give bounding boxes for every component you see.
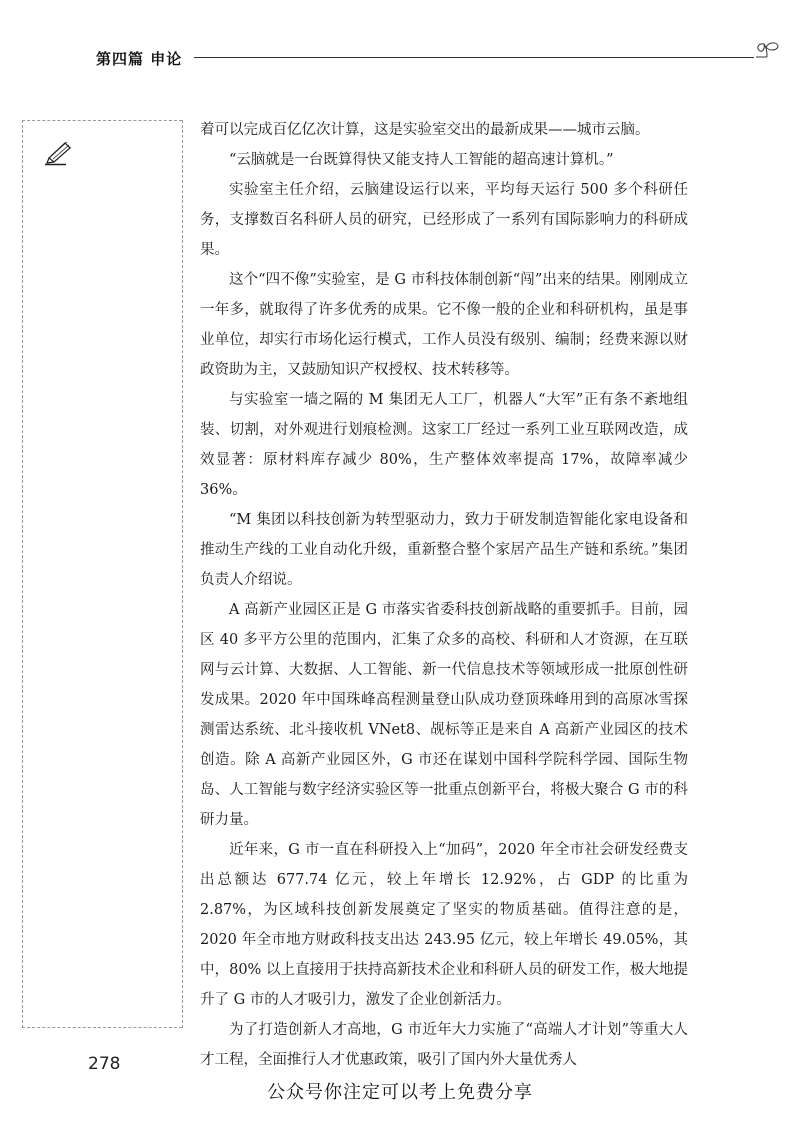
notes-margin: [22, 120, 182, 1028]
paragraph: 着可以完成百亿亿次计算，这是实验室交出的最新成果——城市云脑。: [200, 122, 650, 138]
paragraph: “M 集团以科技创新为转型驱动力，致力于研发制造智能化家电设备和推动生产线的工业自动化升级，重新整合整个家居产品生产链和系统。”集团负责人介绍说。: [200, 512, 688, 588]
page-header: [96, 40, 716, 80]
sprout-icon: [752, 40, 784, 68]
body-text: [200, 115, 688, 1075]
footer-note: 公众号你注定可以考上免费分享: [267, 1082, 533, 1103]
page-number: 278: [88, 1054, 121, 1074]
paragraph: 为了打造创新人才高地，G 市近年大力实施了“高端人才计划”等重大人才工程，全面推行人才优惠政策，吸引了国内外大量优秀人: [200, 1022, 688, 1068]
section-title: 第四篇 申论: [96, 50, 183, 68]
margin-divider: [182, 120, 183, 1028]
paragraph: 与实验室一墙之隔的 M 集团无人工厂，机器人“大军”正有条不紊地组装、切割，对外观进行划痕检测。这家工厂经过一系列工业互联网改造，成效显著：原材料库存减少 80%，生产整体效率提高 17%，故障率减少 36%。: [200, 392, 688, 498]
paragraph: “云脑就是一台既算得快又能支持人工智能的超高速计算机。”: [229, 152, 614, 168]
paragraph: 这个“四不像”实验室，是 G 市科技体制创新“闯”出来的结果。刚刚成立一年多，就取得了许多优秀的成果。它不像一般的企业和科研机构，虽是事业单位，却实行市场化运行模式，工作人员没有级别、编制；经费来源以财政资助为主，又鼓励知识产权授权、技术转移等。: [200, 272, 688, 378]
paragraph: 实验室主任介绍，云脑建设运行以来，平均每天运行 500 多个科研任务，支撑数百名科研人员的研究，已经形成了一系列有国际影响力的科研成果。: [200, 182, 688, 258]
paragraph: A 高新产业园区正是 G 市落实省委科技创新战略的重要抓手。目前，园区 40 多平方公里的范围内，汇集了众多的高校、科研和人才资源，在互联网与云计算、大数据、人工智能、新一代信息技术等领域形成一批原创性研发成果。2020 年中国珠峰高程测量登山队成功登顶珠峰用到的高原冰雪探测雷达系统、北斗接收机 VNet8、觇标等正是来自 A 高新产业园区的技术创造。除 A 高新产业园区外，G 市还在谋划中国科学院科学园、国际生物岛、人工智能与数字经济实验区等一批重点创新平台，将极大聚合 G 市的科研力量。: [200, 602, 688, 828]
pencil-icon: [44, 140, 74, 166]
header-rule: [194, 57, 754, 58]
paragraph: 近年来，G 市一直在科研投入上“加码”，2020 年全市社会研发经费支出总额达 677.74 亿元，较上年增长 12.92%，占 GDP 的比重为 2.87%，为区域科技创新发展奠定了坚实的物质基础。值得注意的是，2020 年全市地方财政科技支出达 243.95 亿元，较上年增长 49.05%，其中，80% 以上直接用于扶持高新技术企业和科研人员的研发工作，极大地提升了 G 市的人才吸引力，激发了企业创新活力。: [200, 842, 688, 1008]
